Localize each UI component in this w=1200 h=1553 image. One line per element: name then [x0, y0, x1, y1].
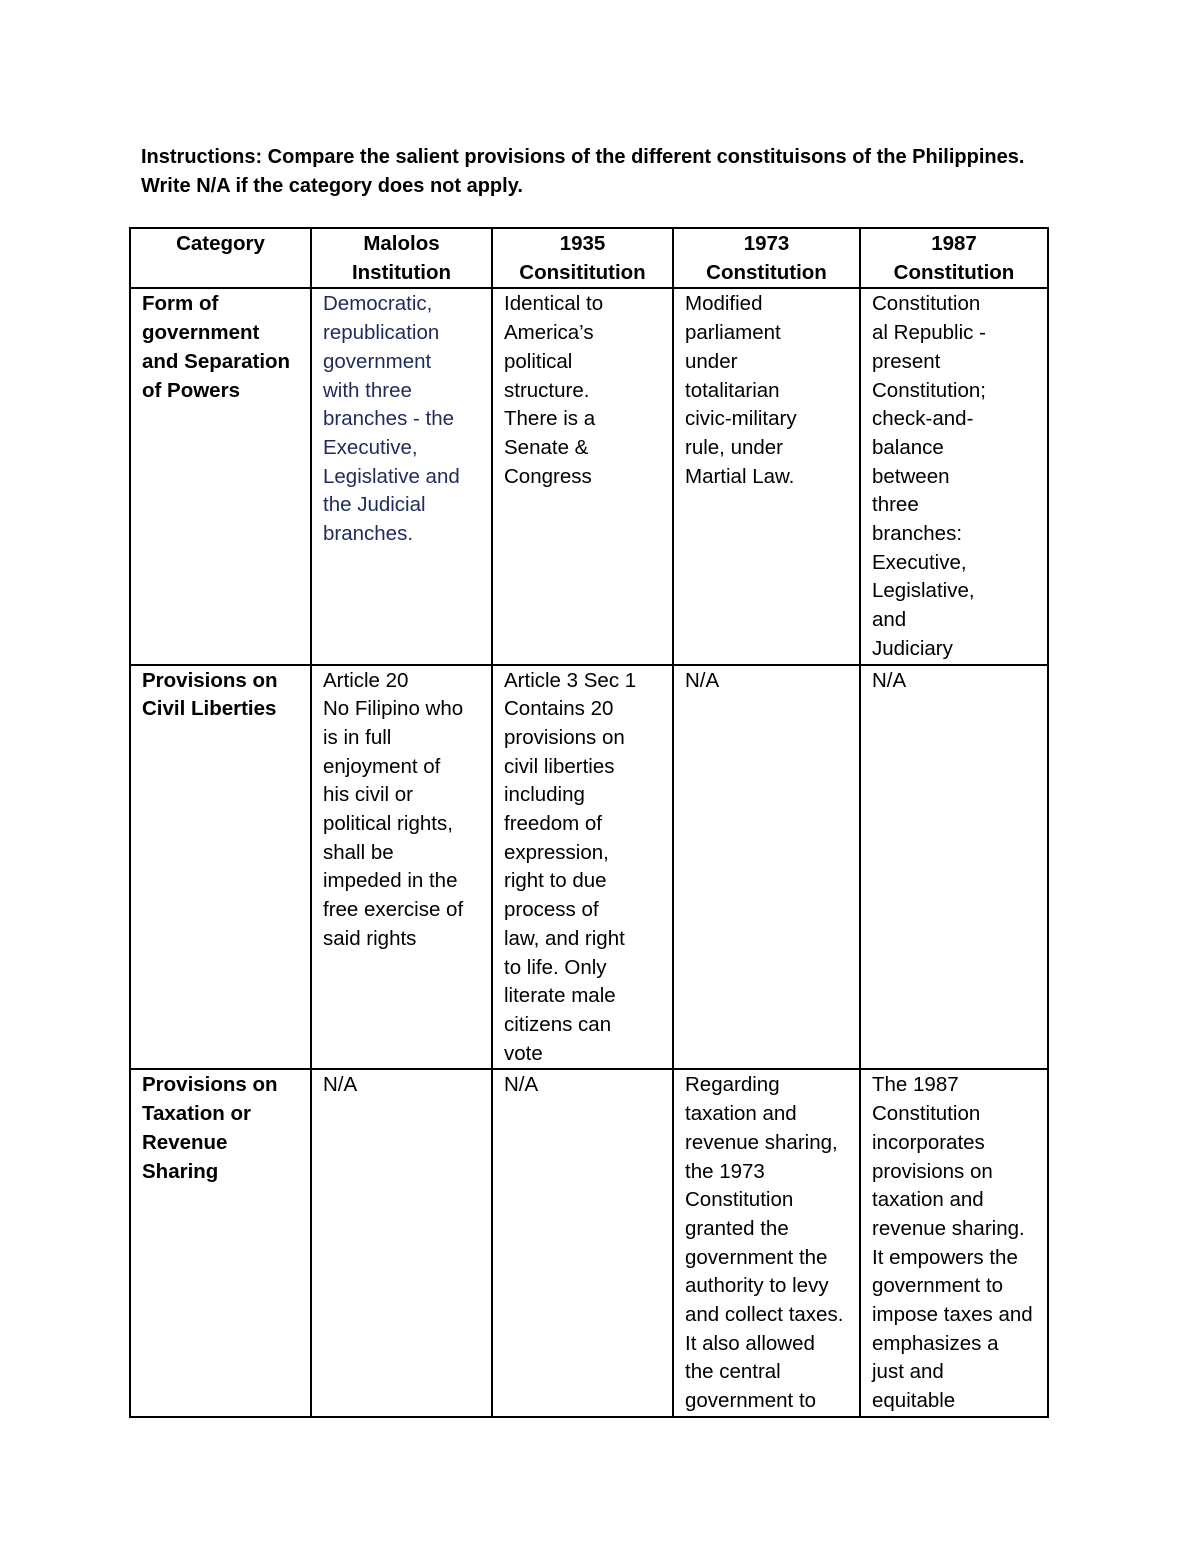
cell-1987	[860, 1069, 1048, 1416]
cell-text-line: Civil Liberties	[142, 697, 277, 721]
header-1987: 1987 Constitution	[860, 228, 1048, 288]
cell-text-line: with three	[323, 378, 412, 402]
cell-text-line: N/A	[323, 1073, 358, 1097]
cell-text-line: Revenue	[142, 1130, 228, 1154]
cell-text-line: Article 20	[323, 668, 409, 692]
cell-text-line: totalitarian	[685, 378, 780, 402]
cell-text-line: political	[504, 349, 573, 373]
cell-1935	[492, 1069, 673, 1416]
cell-text-line: free exercise of	[323, 898, 464, 922]
cell-text-line: There is a	[504, 407, 596, 431]
table-header-row	[130, 228, 1048, 288]
cell-text-line: enjoyment of	[323, 754, 441, 778]
instructions-line-1: Instructions: Compare the salient provisions of the different constituisons of the Philippines.	[141, 146, 1025, 168]
cell-text-line: under	[685, 349, 738, 373]
cell-text-line: Contains 20	[504, 697, 614, 721]
cell-text-line: present	[872, 349, 941, 373]
cell-text-line: republication	[323, 321, 440, 345]
table-row	[130, 288, 1048, 664]
cell-text-line: Modified	[685, 292, 763, 316]
table-row	[130, 1069, 1048, 1416]
cell-category	[130, 665, 311, 1070]
cell-text-line: civil liberties	[504, 754, 615, 778]
cell-text-line: impose taxes and	[872, 1303, 1033, 1327]
cell-text-line: provisions on	[504, 725, 625, 749]
cell-text-line: equitable	[872, 1389, 956, 1413]
cell-text-line: Form of	[142, 292, 219, 316]
cell-text-line: to life. Only	[504, 955, 607, 979]
cell-text-line: Constitution	[685, 1188, 794, 1212]
cell-text-line: It also allowed	[685, 1331, 815, 1355]
cell-text-line: citizens can	[504, 1012, 612, 1036]
cell-text-line: provisions on	[872, 1159, 993, 1183]
cell-text-line: Legislative,	[872, 579, 975, 603]
cell-text-line: revenue sharing.	[872, 1216, 1025, 1240]
cell-text-line: said rights	[323, 926, 417, 950]
cell-text-line: and collect taxes.	[685, 1303, 844, 1327]
cell-text-line: government	[142, 321, 260, 345]
cell-text-line: process of	[504, 898, 599, 922]
cell-text-line: the central	[685, 1360, 781, 1384]
cell-text-line: and	[872, 608, 907, 632]
cell-text-line: Taxation or	[142, 1102, 251, 1126]
cell-text-line: his civil or	[323, 783, 413, 807]
cell-text-line: Sharing	[142, 1159, 219, 1183]
cell-text-line: vote	[504, 1041, 543, 1065]
cell-text-line: structure.	[504, 378, 590, 402]
header-malolos: Malolos Institution	[311, 228, 492, 288]
cell-text-line: Constitution;	[872, 378, 986, 402]
cell-text-line: Provisions on	[142, 668, 278, 692]
header-1935: 1935 Consititution	[492, 228, 673, 288]
cell-text-line: taxation and	[685, 1102, 797, 1126]
constitution-comparison-table	[129, 227, 1049, 1418]
cell-1935	[492, 665, 673, 1070]
table-row	[130, 665, 1048, 1070]
cell-text-line: civic-military	[685, 407, 797, 431]
cell-1987	[860, 288, 1048, 664]
cell-text-line: emphasizes a	[872, 1331, 999, 1355]
cell-text-line: Identical to	[504, 292, 604, 316]
cell-text-line: of Powers	[142, 378, 240, 402]
cell-text-line: Legislative and	[323, 464, 460, 488]
cell-text-line: Constitution	[872, 1102, 981, 1126]
cell-1973	[673, 1069, 860, 1416]
cell-1973	[673, 665, 860, 1070]
cell-text-line: Regarding	[685, 1073, 780, 1097]
cell-text-line: government to	[685, 1389, 817, 1413]
cell-text-line: government to	[872, 1274, 1004, 1298]
cell-text-line: government	[323, 349, 432, 373]
cell-text-line: impeded in the	[323, 869, 458, 893]
cell-text-line: Article 3 Sec 1	[504, 668, 637, 692]
cell-1973	[673, 288, 860, 664]
cell-text-line: Executive,	[872, 550, 967, 574]
cell-text-line: right to due	[504, 869, 607, 893]
cell-text-line: parliament	[685, 321, 781, 345]
cell-text-line: between	[872, 464, 950, 488]
cell-text-line: literate male	[504, 984, 616, 1008]
cell-text-line: authority to levy	[685, 1274, 829, 1298]
cell-malolos	[311, 665, 492, 1070]
cell-text-line: including	[504, 783, 585, 807]
cell-text-line: balance	[872, 435, 944, 459]
cell-category	[130, 1069, 311, 1416]
cell-text-line: branches:	[872, 522, 963, 546]
cell-text-line: three	[872, 493, 919, 517]
cell-text-line: the 1973	[685, 1159, 765, 1183]
instructions-line-2: Write N/A if the category does not apply.	[141, 175, 523, 197]
cell-text-line: just and	[872, 1360, 944, 1384]
cell-text-line: The 1987	[872, 1073, 959, 1097]
cell-text-line: political rights,	[323, 812, 453, 836]
cell-text-line: expression,	[504, 840, 609, 864]
cell-text-line: the Judicial	[323, 493, 426, 517]
cell-text-line: No Filipino who	[323, 697, 464, 721]
cell-text-line: It empowers the	[872, 1245, 1018, 1269]
cell-1935	[492, 288, 673, 664]
cell-text-line: revenue sharing,	[685, 1130, 838, 1154]
header-1973: 1973 Constitution	[673, 228, 860, 288]
cell-text-line: Senate &	[504, 435, 589, 459]
instructions	[141, 143, 1101, 201]
cell-text-line: Congress	[504, 464, 592, 488]
header-category: Category	[130, 228, 311, 288]
cell-text-line: N/A	[872, 668, 907, 692]
cell-malolos	[311, 288, 492, 664]
cell-text-line: and Separation	[142, 349, 291, 373]
cell-text-line: Constitution	[872, 292, 981, 316]
cell-text-line: rule, under	[685, 435, 784, 459]
cell-text-line: taxation and	[872, 1188, 984, 1212]
cell-text-line: N/A	[504, 1073, 539, 1097]
cell-text-line: N/A	[685, 668, 720, 692]
cell-text-line: is in full	[323, 725, 392, 749]
cell-text-line: shall be	[323, 840, 394, 864]
cell-malolos	[311, 1069, 492, 1416]
cell-text-line: Provisions on	[142, 1073, 278, 1097]
cell-text-line: Executive,	[323, 435, 418, 459]
cell-text-line: branches.	[323, 522, 414, 546]
cell-text-line: Martial Law.	[685, 464, 795, 488]
cell-text-line: law, and right	[504, 926, 625, 950]
cell-text-line: incorporates	[872, 1130, 985, 1154]
cell-text-line: branches - the	[323, 407, 455, 431]
cell-text-line: check-and-	[872, 407, 974, 431]
cell-1987	[860, 665, 1048, 1070]
cell-text-line: government the	[685, 1245, 828, 1269]
cell-text-line: granted the	[685, 1216, 789, 1240]
cell-text-line: Democratic,	[323, 292, 433, 316]
cell-text-line: al Republic -	[872, 321, 986, 345]
cell-text-line: America’s	[504, 321, 594, 345]
cell-text-line: Judiciary	[872, 636, 953, 660]
cell-category	[130, 288, 311, 664]
cell-text-line: freedom of	[504, 812, 602, 836]
